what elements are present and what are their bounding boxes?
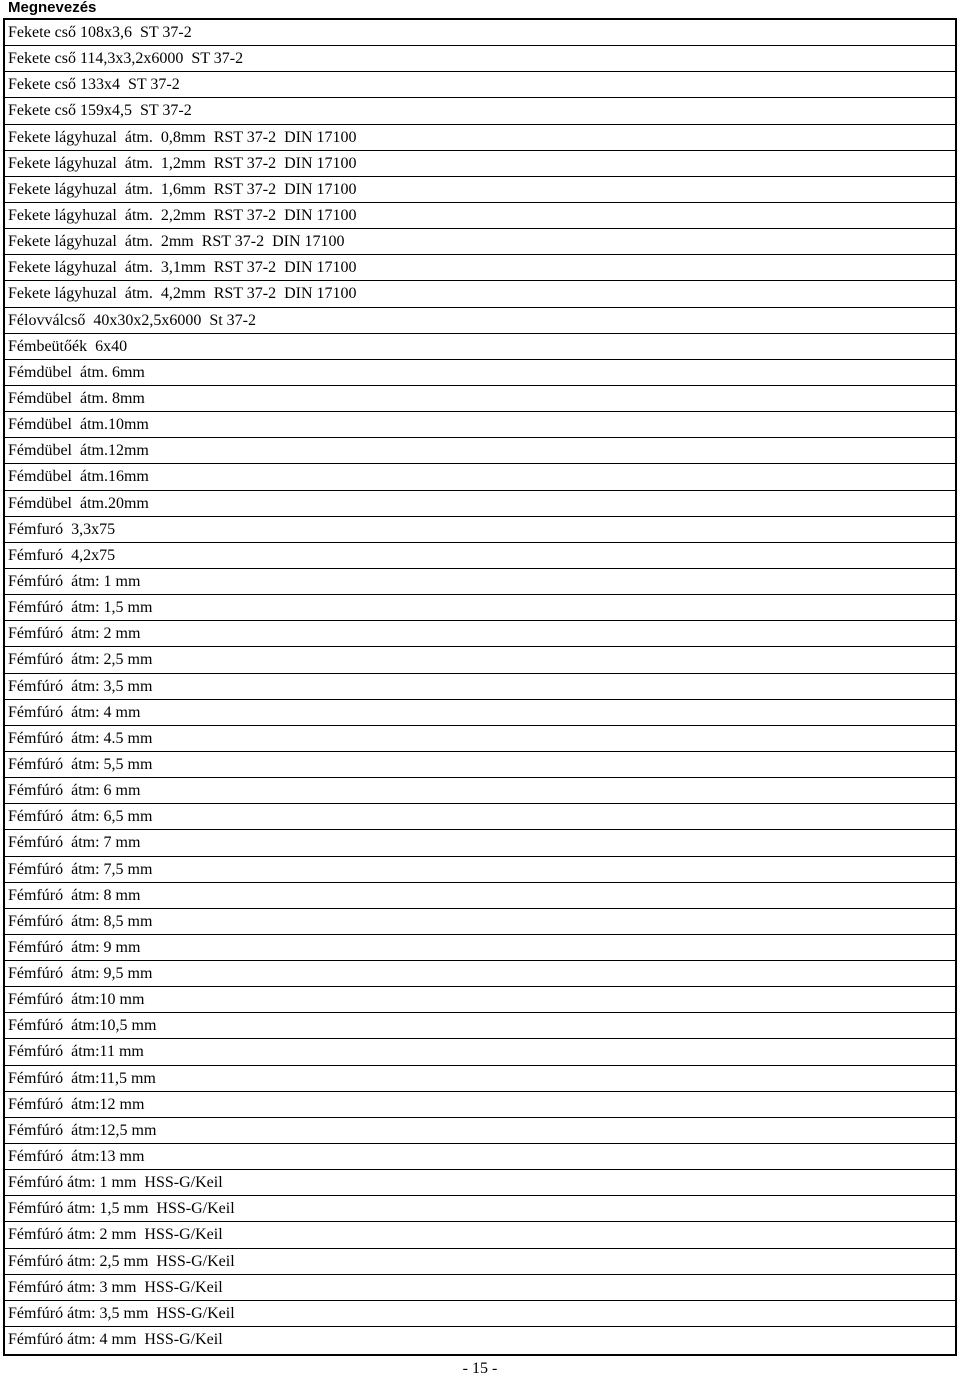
table-row: Fémfúró átm: 3,5 mm xyxy=(5,674,955,700)
table-row: Fémfúró átm: 1 mm HSS-G/Keil xyxy=(5,1170,955,1196)
table-row: Fémfúró átm: 3,5 mm HSS-G/Keil xyxy=(5,1301,955,1327)
table-row: Fémfúró átm: 4 mm HSS-G/Keil xyxy=(8,1331,223,1349)
table-row: Fémdübel átm.16mm xyxy=(5,464,955,490)
table-row: Fekete lágyhuzal átm. 4,2mm RST 37-2 DIN 17100 xyxy=(5,281,955,307)
table-row: Fémfúró átm: 9 mm xyxy=(5,935,955,961)
table-row: Fémfúró átm: 2 mm xyxy=(5,621,955,647)
table-row: Fémfúró átm:12,5 mm xyxy=(5,1118,955,1144)
table-row: Fémfúró átm: 1 mm xyxy=(5,569,955,595)
table-row: Fémfúró átm: 6,5 mm xyxy=(5,804,955,830)
table-row: Fémfúró átm:10 mm xyxy=(5,987,955,1013)
table-row: Fémdübel átm.20mm xyxy=(5,491,955,517)
table-row: Fémfúró átm:13 mm xyxy=(5,1144,955,1170)
table-row: Fekete lágyhuzal átm. 2,2mm RST 37-2 DIN 17100 xyxy=(5,203,955,229)
table-row: Fémfúró átm: 4 mm xyxy=(5,700,955,726)
table-row: Fémfúró átm:11 mm xyxy=(5,1039,955,1065)
table-row: Fémfúró átm:11,5 mm xyxy=(5,1066,955,1092)
table-row: Fekete lágyhuzal átm. 3,1mm RST 37-2 DIN 17100 xyxy=(5,255,955,281)
table-row: Fekete lágyhuzal átm. 1,6mm RST 37-2 DIN 17100 xyxy=(5,177,955,203)
table-row: Fémfúró átm: 1,5 mm xyxy=(5,595,955,621)
table-row: Fémfuró 4,2x75 xyxy=(5,543,955,569)
table-row: Fémfúró átm: 1,5 mm HSS-G/Keil xyxy=(5,1196,955,1222)
table-row: Fémfúró átm:10,5 mm xyxy=(5,1013,955,1039)
table-row: Fémbeütőék 6x40 xyxy=(5,334,955,360)
table-row: Fekete cső 108x3,6 ST 37-2 xyxy=(5,20,955,46)
table-row: Fémdübel átm. 6mm xyxy=(5,360,955,386)
table-row: Fémfúró átm: 2,5 mm xyxy=(5,647,955,673)
table-row: Fémfúró átm: 8,5 mm xyxy=(5,909,955,935)
table-row: Fekete cső 159x4,5 ST 37-2 xyxy=(5,98,955,124)
table-row: Fémfúró átm: 7 mm xyxy=(5,830,955,856)
table-body xyxy=(5,20,955,1353)
table-row: Fémfúró átm: 3 mm HSS-G/Keil xyxy=(5,1275,955,1301)
table-row: Fémfúró átm: 2 mm HSS-G/Keil xyxy=(5,1222,955,1248)
table-row: Fekete lágyhuzal átm. 2mm RST 37-2 DIN 17100 xyxy=(5,229,955,255)
table-row: Fémfúró átm: 2,5 mm HSS-G/Keil xyxy=(5,1249,955,1275)
page-number: - 15 - xyxy=(462,1360,498,1377)
table-row: Fémfúró átm: 5,5 mm xyxy=(5,752,955,778)
table-row: Fekete cső 114,3x3,2x6000 ST 37-2 xyxy=(5,46,955,72)
column-header: Megnevezés xyxy=(8,0,97,16)
table-row: Félovválcső 40x30x2,5x6000 St 37-2 xyxy=(5,308,955,334)
table-row: Fémfuró 3,3x75 xyxy=(5,517,955,543)
table-row: Fémfúró átm: 4.5 mm xyxy=(5,726,955,752)
table-row: Fekete cső 133x4 ST 37-2 xyxy=(5,72,955,98)
table-row: Fémfúró átm:12 mm xyxy=(5,1092,955,1118)
table-row: Fémfúró átm: 6 mm xyxy=(5,778,955,804)
table-row: Fémfúró átm: 8 mm xyxy=(5,883,955,909)
item-table xyxy=(3,18,957,1356)
table-row: Fekete lágyhuzal átm. 1,2mm RST 37-2 DIN 17100 xyxy=(5,151,955,177)
table-row: Fémfúró átm: 9,5 mm xyxy=(5,961,955,987)
table-row: Fémdübel átm.12mm xyxy=(5,438,955,464)
table-row: Fekete lágyhuzal átm. 0,8mm RST 37-2 DIN 17100 xyxy=(5,125,955,151)
table-row: Fémfúró átm: 7,5 mm xyxy=(5,857,955,883)
table-row: Fémdübel átm.10mm xyxy=(5,412,955,438)
table-row: Fémdübel átm. 8mm xyxy=(5,386,955,412)
